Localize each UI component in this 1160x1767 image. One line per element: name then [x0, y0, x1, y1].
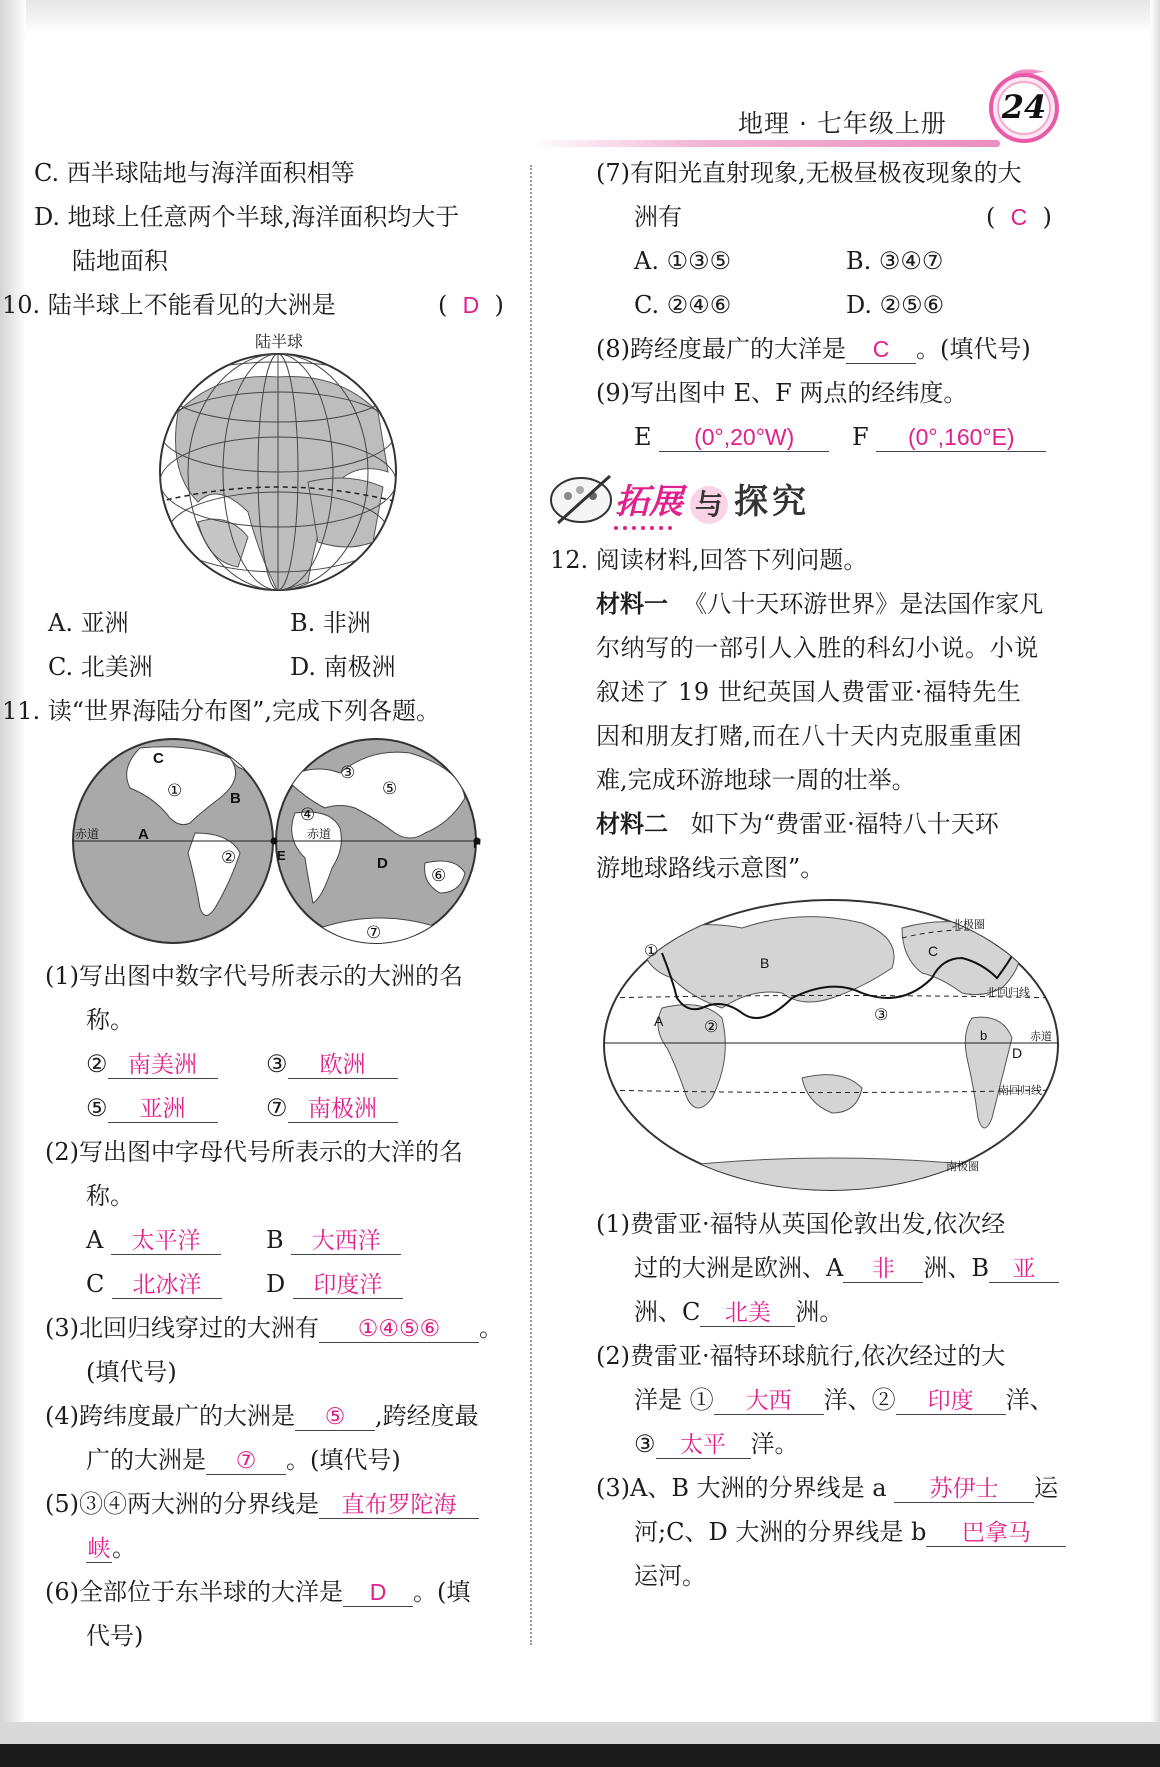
q7-option-c: C. ②④⑥ [634, 291, 732, 319]
q11-2-stem-cont: 称。 [86, 1182, 134, 1210]
section-title-expand: 拓展 [615, 482, 683, 522]
q11-5-answer-cont: 峡 [87, 1535, 111, 1561]
header-title: 地理 · 七年级上册 [738, 109, 947, 138]
q11-2-answer-c: 北冰洋 [132, 1271, 202, 1297]
map-label-equator-east: 赤道 [307, 827, 332, 841]
q11-1-answer-7: 南极洲 [308, 1095, 378, 1121]
q12-2-line2: 洋是 ① 大西 洋、② 印度 洋、 [634, 1386, 1054, 1414]
q11-3-note: (填代号) [86, 1358, 177, 1386]
q11-3-answer: ①④⑤⑥ [357, 1315, 441, 1341]
q9-f: F (0°,160°E) [852, 422, 1046, 452]
q12-3-answer-1: 苏伊士 [929, 1475, 999, 1501]
material1-line2: 尔纳写的一部引人入胜的科幻小说。小说 [596, 634, 1039, 662]
q11-2-answer-a: 太平洋 [131, 1227, 201, 1253]
round-the-world-route-map [602, 898, 1060, 1192]
q9-option-c: C. 西半球陆地与海洋面积相等 [34, 159, 355, 187]
globe-title: 陆半球 [255, 332, 304, 351]
q11-1-item-2: ② 南美洲 [86, 1049, 218, 1079]
header-rule [530, 140, 1000, 147]
q12-stem: 12. 阅读材料,回答下列问题。 [550, 546, 868, 574]
map-label-f: F [473, 836, 481, 851]
q11-1-stem: (1)写出图中数字代号所表示的大洲的名 [45, 962, 463, 990]
q10-option-b: B. 非洲 [290, 609, 371, 637]
q10-option-c: C. 北美洲 [48, 653, 153, 681]
material2-line1: 材料二 如下为“费雷亚·福特八十天环 [596, 809, 999, 838]
column-divider [530, 165, 532, 1645]
q11-4-cont: 广的大洲是 ⑦ 。(填代号) [86, 1446, 401, 1474]
q11-2-stem: (2)写出图中字母代号所表示的大洋的名 [45, 1138, 463, 1166]
q12-1-answer-2: 亚 [1012, 1255, 1036, 1281]
map-label-2: ② [221, 848, 237, 867]
q12-2-line3: ③ 太平 洋。 [634, 1430, 799, 1458]
q12-1: (1)费雷亚·福特从英国伦敦出发,依次经 [596, 1210, 1006, 1238]
map-label-e: E [277, 848, 286, 863]
q11-1-answer-5: 亚洲 [139, 1095, 186, 1121]
q10-stem: 10. 陆半球上不能看见的大洲是 [2, 291, 336, 319]
page-right-shadow [1150, 0, 1160, 1767]
map-label-4: ④ [300, 805, 316, 824]
route-label-1: ① [644, 943, 659, 960]
q11-6-answer: D [369, 1579, 387, 1605]
q11-4: (4)跨纬度最广的大洲是 ⑤ ,跨经度最 [45, 1402, 479, 1430]
q12-2-answer-3: 太平 [680, 1431, 727, 1457]
material1-line3: 叙述了 19 世纪英国人费雷亚·福特先生 [596, 678, 1022, 706]
land-hemisphere-globe [158, 352, 398, 592]
q9-option-d: D. 地球上任意两个半球,海洋面积均大于 [34, 203, 460, 231]
q7-option-a: A. ①③⑤ [634, 247, 732, 275]
q11-5-answer: 直布罗陀海 [341, 1491, 457, 1517]
map-label-7: ⑦ [366, 923, 382, 942]
map-label-5: ⑤ [382, 779, 398, 798]
q11-2-item-c: C 北冰洋 [86, 1269, 222, 1299]
q11-1-answer-2: 南美洲 [128, 1051, 198, 1077]
q11-5: (5)③④两大洲的分界线是 直布罗陀海 [45, 1489, 479, 1519]
q11-3: (3)北回归线穿过的大洲有 ①④⑤⑥ 。 [45, 1314, 503, 1342]
q11-1-answer-3: 欧洲 [319, 1051, 366, 1077]
q7-stem: (7)有阳光直射现象,无极昼极夜现象的大 [596, 159, 1022, 187]
palette-icon [548, 468, 618, 528]
q8-answer: C [872, 336, 890, 362]
q11-2-item-a: A 太平洋 [86, 1225, 221, 1255]
q8: (8)跨经度最广的大洋是 C 。(填代号) [596, 335, 1031, 363]
material2-line2: 游地球路线示意图”。 [596, 854, 825, 882]
page-top-shadow [0, 0, 1160, 34]
q12-3-line2: 河;C、D 大洲的分界线是 b 巴拿马 [634, 1517, 1066, 1547]
q11-1-item-5: ⑤ 亚洲 [86, 1093, 218, 1123]
q9-f-answer: (0°,160°E) [907, 424, 1015, 450]
q9-option-d-cont: 陆地面积 [72, 247, 168, 275]
map-label-a: A [138, 826, 149, 843]
q9-e: E (0°,20°W) [634, 422, 829, 452]
q11-4-answer-2: ⑦ [235, 1447, 257, 1473]
q11-2-answer-d: 印度洋 [313, 1271, 383, 1297]
map-label-d: D [377, 855, 388, 872]
material1-line5: 难,完成环游地球一周的壮举。 [596, 766, 916, 794]
q7-answer-bracket: ( C ) [986, 203, 1052, 231]
world-land-sea-map [70, 738, 482, 948]
route-label-2: ② [704, 1019, 719, 1036]
map-label-6: ⑥ [431, 866, 447, 885]
q10-option-d: D. 南极洲 [290, 653, 396, 681]
q12-3: (3)A、B 大洲的分界线是 a 苏伊士 运 [596, 1474, 1059, 1502]
section-title-explore: 探究 [734, 482, 810, 522]
q7-option-d: D. ②⑤⑥ [846, 291, 945, 319]
route-label-b-canal: b [980, 1028, 988, 1043]
q10-answer: D [462, 292, 480, 318]
q11-5-cont: 峡。 [87, 1534, 136, 1562]
material1-line1: 材料一 《八十天环游世界》是法国作家凡 [596, 589, 1044, 618]
q9-stem: (9)写出图中 E、F 两点的经纬度。 [596, 379, 968, 407]
q12-2-answer-1: 大西 [745, 1387, 792, 1413]
q12-2: (2)费雷亚·福特环球航行,依次经过的大 [596, 1342, 1006, 1370]
q12-1-line3: 洲、C 北美 洲。 [634, 1298, 844, 1326]
q11-6-cont: 代号) [86, 1622, 144, 1650]
map-label-b: B [230, 790, 241, 807]
map-label-equator-west: 赤道 [75, 827, 100, 841]
q7-option-b: B. ③④⑦ [846, 247, 944, 275]
page-number: 24 [1001, 88, 1047, 126]
route-label-a: A [654, 1013, 664, 1029]
q12-3-line3: 运河。 [634, 1562, 706, 1590]
q11-4-answer-1: ⑤ [324, 1403, 346, 1429]
route-label-3: ③ [874, 1007, 889, 1024]
route-label-arctic-circle: 北极圈 [952, 919, 985, 931]
q10-answer-bracket: ( D ) [438, 291, 504, 319]
q12-1-answer-3: 北美 [724, 1299, 771, 1325]
section-dots [612, 524, 682, 532]
q12-2-answer-2: 印度 [927, 1387, 974, 1413]
map-label-1: ① [167, 781, 183, 800]
section-title-and: 与 [690, 486, 728, 524]
q11-1-stem-cont: 称。 [86, 1006, 134, 1034]
route-label-c: C [928, 943, 939, 959]
bottom-margin [0, 1722, 1160, 1744]
q11-1-item-3: ③ 欧洲 [266, 1049, 398, 1079]
route-label-equator: 赤道 [1030, 1031, 1052, 1043]
route-label-d: D [1012, 1045, 1023, 1061]
q9-e-answer: (0°,20°W) [694, 424, 795, 450]
route-label-b: B [760, 955, 770, 971]
q11-1-item-7: ⑦ 南极洲 [266, 1093, 398, 1123]
route-label-tropic-capricorn: 南回归线 [998, 1085, 1042, 1097]
q11-2-item-d: D 印度洋 [266, 1269, 403, 1299]
q7-stem-cont: 洲有 [634, 203, 682, 231]
q10-option-a: A. 亚洲 [48, 609, 129, 637]
route-label-tropic-cancer: 北回归线 [986, 987, 1030, 999]
route-label-antarctic-circle: 南极圈 [946, 1161, 979, 1173]
q11-2-item-b: B 大西洋 [266, 1225, 401, 1255]
map-label-3: ③ [340, 763, 356, 782]
q12-1-line2: 过的大洲是欧洲、A 非 洲、B 亚 [634, 1253, 1059, 1283]
map-label-c: C [153, 750, 164, 767]
page-left-shadow [0, 0, 26, 1767]
bottom-bar [0, 1744, 1160, 1767]
q11-stem: 11. 读“世界海陆分布图”,完成下列各题。 [2, 697, 440, 725]
q11-6: (6)全部位于东半球的大洋是 D 。(填 [45, 1578, 471, 1606]
q12-3-answer-2: 巴拿马 [961, 1519, 1031, 1545]
q12-1-answer-1: 非 [871, 1255, 895, 1281]
q11-2-answer-b: 大西洋 [311, 1227, 381, 1253]
material1-line4: 因和朋友打赌,而在八十天内克服重重困 [596, 722, 1023, 750]
q7-answer: C [1010, 204, 1028, 230]
